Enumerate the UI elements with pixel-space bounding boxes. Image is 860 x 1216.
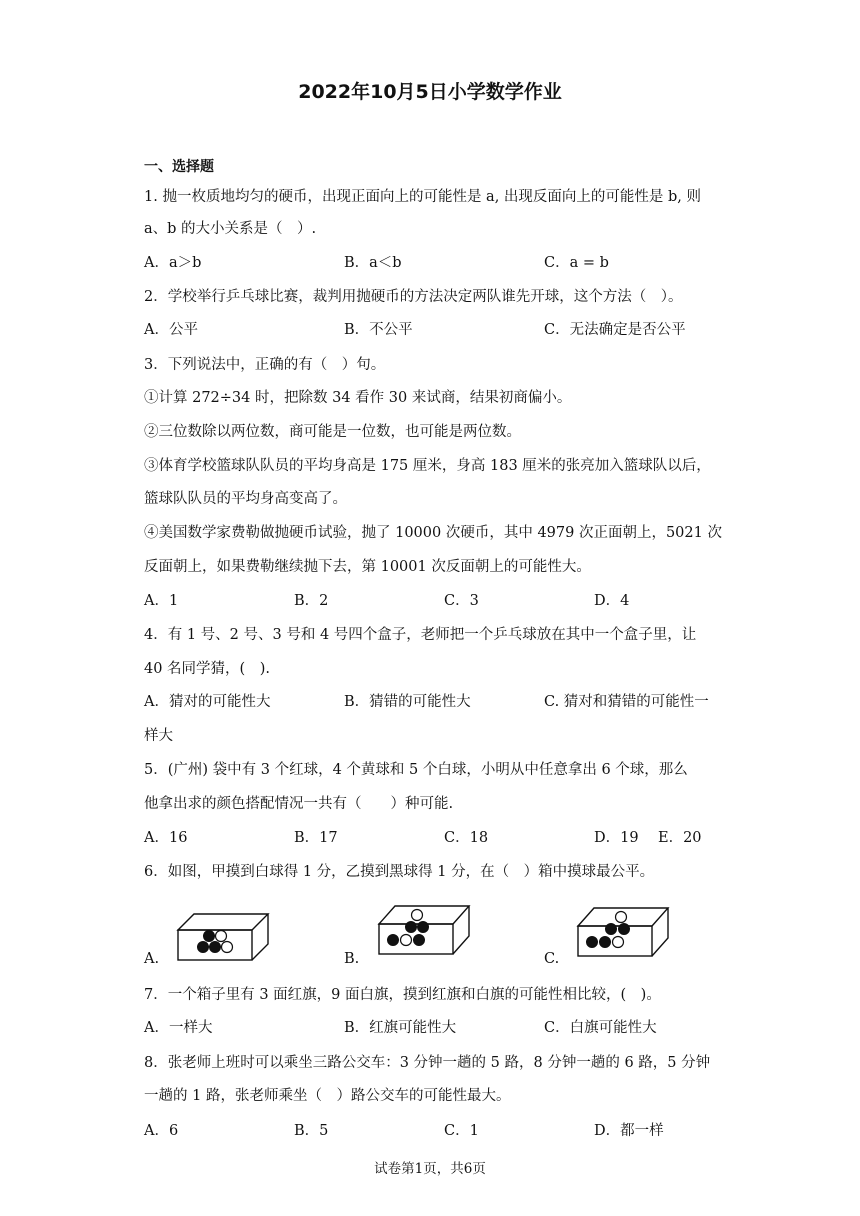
q3-option-c: C．3 (444, 593, 479, 609)
q5-option-b: B．17 (294, 830, 338, 846)
q1-stem-line1: 1. 抛一枚质地均匀的硬币，出现正面向上的可能性是 a, 出现反面向上的可能性是 b, 则 (144, 189, 702, 205)
q3-statement-3b: 篮球队队员的平均身高变高了。 (144, 491, 347, 507)
q1-option-a: A．a＞b (144, 255, 202, 271)
q6-stem-line1: 6．如图，甲摸到白球得 1 分，乙摸到黑球得 1 分，在（ ）箱中摸球最公平。 (144, 864, 655, 880)
q3-statement-4a: ④美国数学家费勒做抛硬币试验，抛了 10000 次硬币，其中 4979 次正面朝上，5021 次 (144, 525, 722, 541)
q2-option-c: C．无法确定是否公平 (544, 322, 686, 338)
q4-stem-line1: 4．有 1 号、2 号、3 号和 4 号四个盒子，老师把一个乒乓球放在其中一个盒子里，让 (144, 627, 697, 643)
q8-option-c: C．1 (444, 1123, 479, 1139)
box-figure-c (574, 902, 672, 960)
q3-option-d: D．4 (594, 593, 630, 609)
q5-option-a: A．16 (144, 830, 188, 846)
q1-option-c: C．a = b (544, 255, 609, 271)
q7-option-a: A．一样大 (144, 1020, 213, 1036)
q3-statement-2: ②三位数除以两位数，商可能是一位数，也可能是两位数。 (144, 424, 521, 440)
q3-statement-1: ①计算 272÷34 时，把除数 34 看作 30 来试商，结果初商偏小。 (144, 390, 572, 406)
page-footer: 试卷第1页，共6页 (374, 1161, 486, 1177)
q7-stem-line1: 7．一个箱子里有 3 面红旗，9 面白旗，摸到红旗和白旗的可能性相比较，( )。 (144, 987, 661, 1003)
q2-option-a: A．公平 (144, 322, 198, 338)
q3-statement-4b: 反面朝上，如果费勒继续抛下去，第 10001 次反面朝上的可能性大。 (144, 559, 591, 575)
q5-stem-line2: 他拿出求的颜色搭配情况一共有（ ）种可能. (144, 796, 454, 812)
q8-stem-line1: 8．张老师上班时可以乘坐三路公交车：3 分钟一趟的 5 路，8 分钟一趟的 6 路，5 分钟 (144, 1055, 711, 1071)
q2-stem-line1: 2．学校举行乒乓球比赛，裁判用抛硬币的方法决定两队谁先开球，这个方法（ ）。 (144, 289, 683, 305)
q1-option-b: B．a＜b (344, 255, 402, 271)
q1-stem-line2: a、b 的大小关系是（ ）. (144, 221, 317, 237)
q8-option-a: A．6 (144, 1123, 179, 1139)
q5-option-e: E．20 (658, 830, 702, 846)
q3-stem-line1: 3．下列说法中，正确的有（ ）句。 (144, 357, 386, 373)
q5-stem-line1: 5．(广州) 袋中有 3 个红球，4 个黄球和 5 个白球，小明从中任意拿出 6 个球，那么 (144, 762, 688, 778)
q8-option-d: D．都一样 (594, 1123, 664, 1139)
q8-stem-line2: 一趟的 1 路，张老师乘坐（ ）路公交车的可能性最大。 (144, 1088, 511, 1104)
q6-label-a: A. (144, 951, 160, 967)
q4-option-b: B．猜错的可能性大 (344, 694, 471, 710)
q5-option-c: C．18 (444, 830, 489, 846)
q7-option-b: B．红旗可能性大 (344, 1020, 457, 1036)
section-heading: 一、选择题 (144, 159, 214, 175)
q4-option-a: A．猜对的可能性大 (144, 694, 271, 710)
q6-label-c: C. (544, 951, 560, 967)
q2-option-b: B．不公平 (344, 322, 413, 338)
q5-option-d: D．19 (594, 830, 639, 846)
q7-option-c: C．白旗可能性大 (544, 1020, 657, 1036)
page-title: 2022年10月5日小学数学作业 (298, 81, 562, 103)
q4-option-c: C. 猜对和猜错的可能性一 (544, 694, 709, 710)
q3-option-b: B．2 (294, 593, 329, 609)
box-figure-b (375, 900, 473, 958)
q4-option-c-wrap: 样大 (144, 728, 173, 744)
q3-statement-3a: ③体育学校篮球队队员的平均身高是 175 厘米，身高 183 厘米的张亮加入篮球队以后， (144, 458, 711, 474)
q8-option-b: B．5 (294, 1123, 329, 1139)
box-figure-a (174, 906, 272, 964)
q6-label-b: B. (344, 951, 360, 967)
q3-option-a: A．1 (144, 593, 179, 609)
q4-stem-line2: 40 名同学猜，( ). (144, 661, 270, 677)
